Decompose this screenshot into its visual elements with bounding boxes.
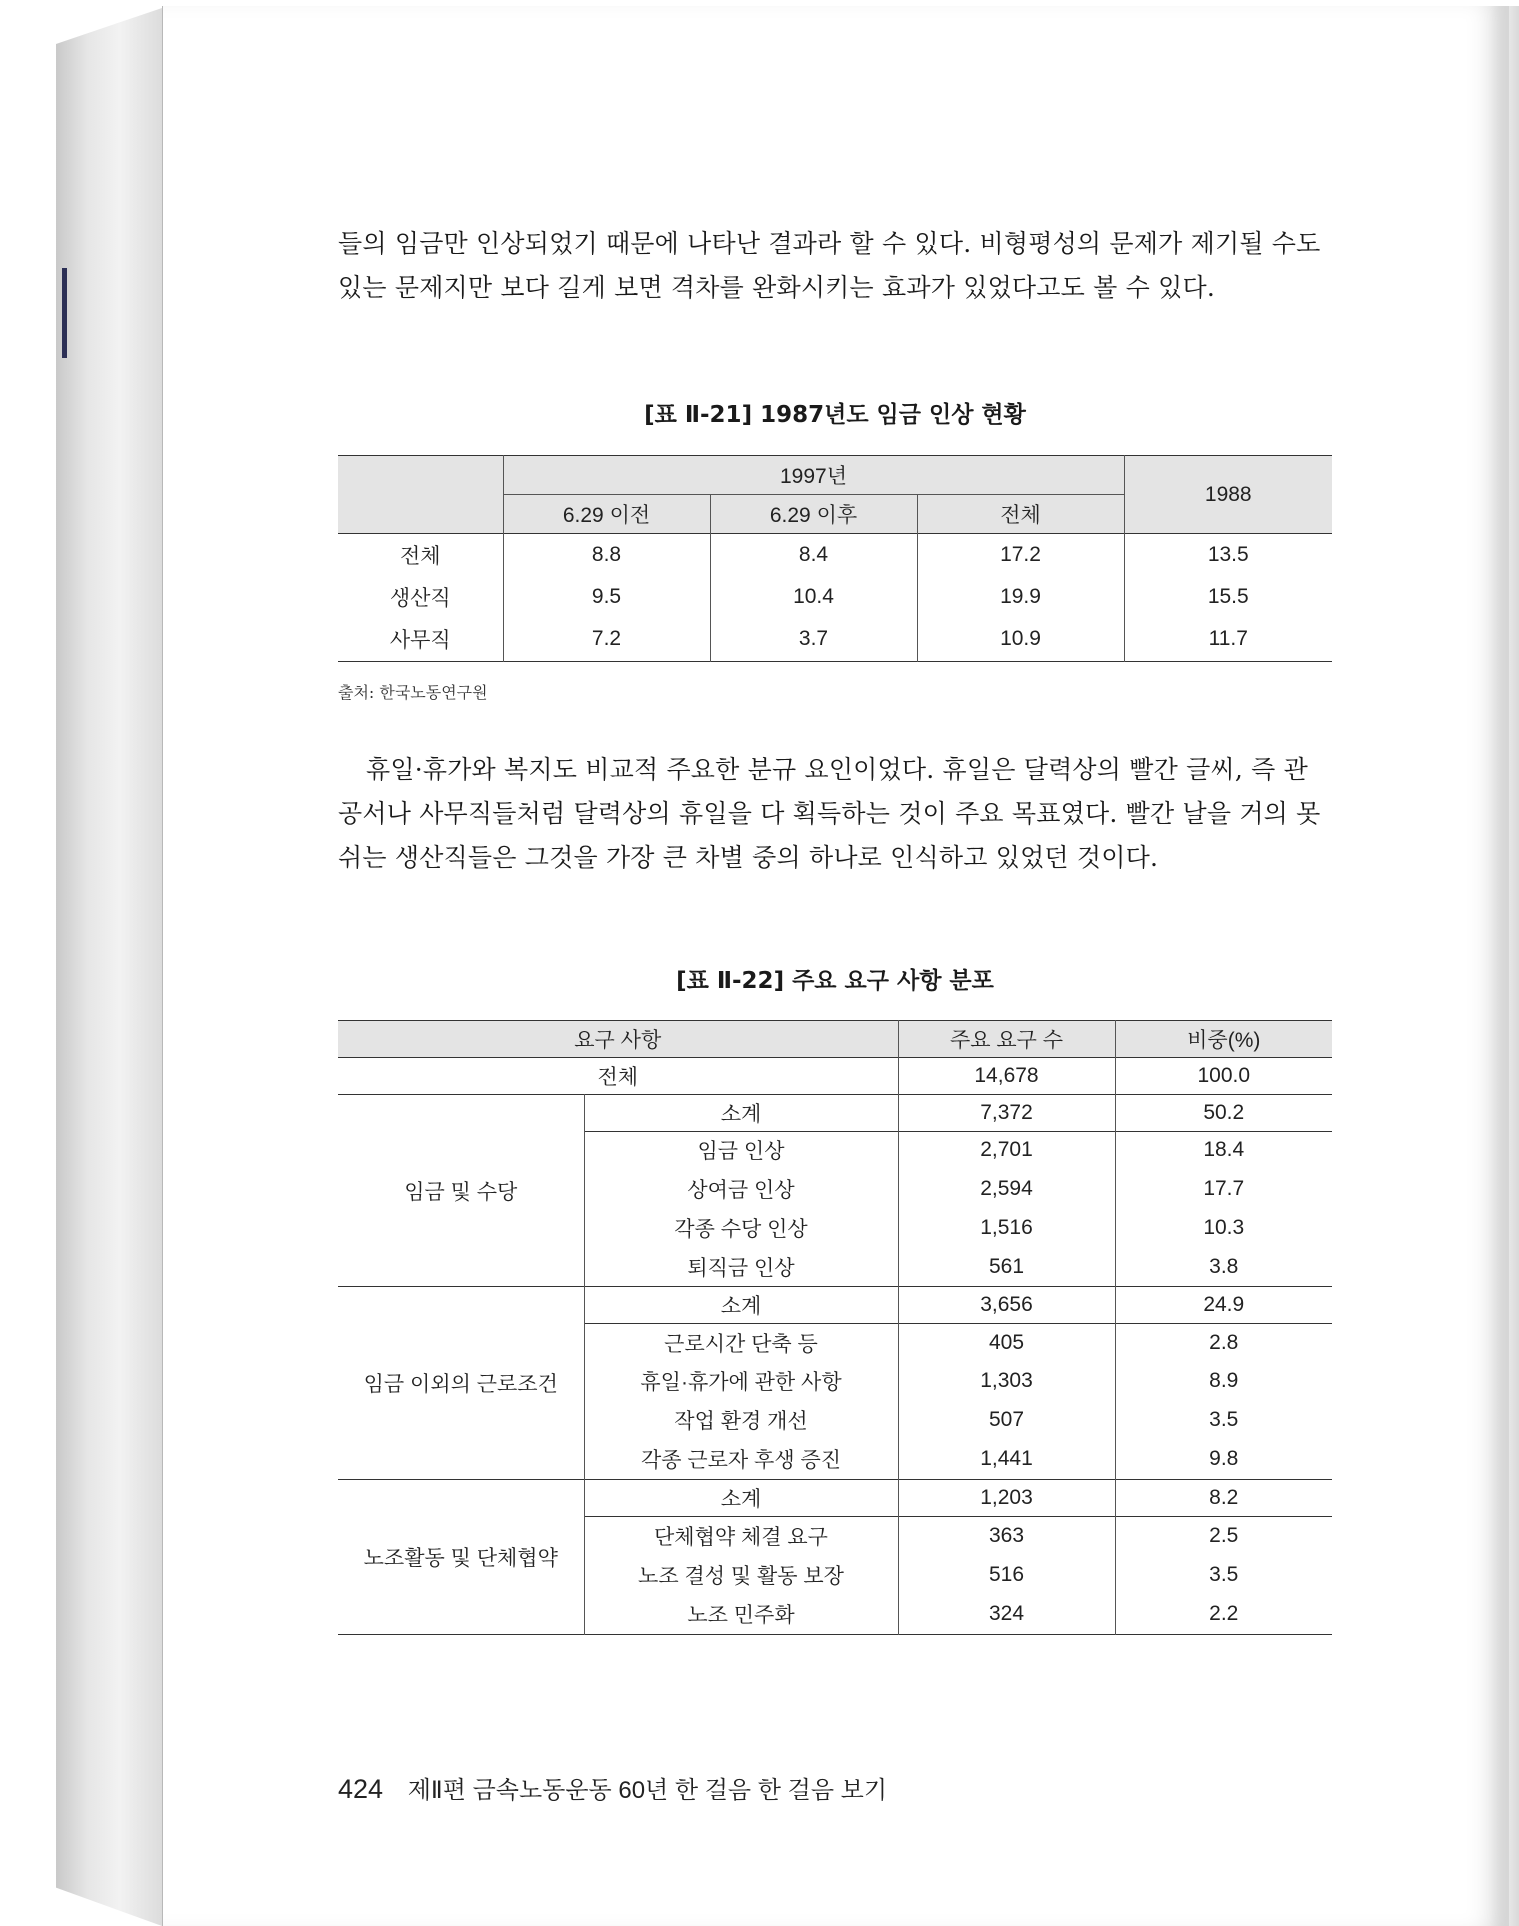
paragraph-1 bbox=[338, 222, 1332, 310]
group-label: 임금 및 수당 bbox=[338, 1095, 584, 1287]
table-cell: 1,203 bbox=[898, 1480, 1115, 1517]
table-cell: 7,372 bbox=[898, 1095, 1115, 1132]
table-cell: 8.8 bbox=[503, 534, 710, 577]
subtotal-row bbox=[338, 1287, 1332, 1324]
table-1-source: 출처: 한국노동연구원 bbox=[338, 683, 488, 702]
table-cell: 3.5 bbox=[1209, 1408, 1239, 1431]
table-cell: 2.2 bbox=[1209, 1602, 1239, 1626]
total-row bbox=[338, 1058, 1332, 1095]
running-title: 제Ⅱ편 금속노동운동 60년 한 걸음 한 걸음 보기 bbox=[407, 1777, 888, 1804]
table-cell: 507 bbox=[898, 1401, 1115, 1440]
table-cell: 7.2 bbox=[503, 618, 710, 662]
item-label: 소계 bbox=[584, 1480, 898, 1517]
column-group-header: 1997년 bbox=[503, 456, 1124, 495]
item-label: 퇴직금 인상 bbox=[584, 1248, 898, 1287]
table-cell: 10.4 bbox=[710, 577, 917, 618]
table-cell: 50.2 bbox=[1203, 1101, 1245, 1124]
table-cell: 11.7 bbox=[1208, 627, 1248, 651]
table-cell: 561 bbox=[898, 1248, 1115, 1287]
table-corner-cell bbox=[338, 456, 503, 534]
wage-increase-table bbox=[338, 455, 1332, 662]
paragraph-line: 휴일·휴가와 복지도 비교적 주요한 분규 요인이었다. 휴일은 달력상의 빨간 글씨, 즉 관 bbox=[366, 755, 1308, 784]
item-label: 각종 근로자 후생 증진 bbox=[584, 1440, 898, 1480]
item-label: 상여금 인상 bbox=[584, 1169, 898, 1209]
page-footer bbox=[338, 1770, 887, 1805]
paragraph-line: 들의 임금만 인상되었기 때문에 나타난 결과라 할 수 있다. 비형평성의 문제가 제기될 수도 bbox=[338, 229, 1321, 258]
column-header: 6.29 이전 bbox=[503, 495, 710, 534]
table-row bbox=[338, 534, 1332, 577]
table-1-title: [표 Ⅱ-21] 1987년도 임금 인상 현황 bbox=[644, 402, 1026, 428]
column-header: 전체 bbox=[917, 495, 1124, 534]
table-cell: 19.9 bbox=[917, 577, 1124, 618]
table-cell: 8.4 bbox=[710, 534, 917, 577]
table-cell: 9.8 bbox=[1209, 1447, 1239, 1471]
page-number: 424 bbox=[338, 1774, 384, 1804]
group-label: 임금 이외의 근로조건 bbox=[338, 1287, 584, 1480]
table-cell: 324 bbox=[898, 1595, 1115, 1635]
item-label: 각종 수당 인상 bbox=[584, 1209, 898, 1248]
table-cell: 13.5 bbox=[1207, 543, 1249, 567]
row-label: 전체 bbox=[338, 1058, 898, 1095]
item-label: 임금 인상 bbox=[584, 1132, 898, 1169]
table-cell: 15.5 bbox=[1207, 585, 1249, 608]
column-header: 비중(%) bbox=[1115, 1021, 1332, 1058]
table-cell: 2.5 bbox=[1209, 1523, 1239, 1547]
column-header: 요구 사항 bbox=[338, 1021, 898, 1058]
table-cell: 2,701 bbox=[898, 1132, 1115, 1169]
table-cell: 516 bbox=[898, 1555, 1115, 1595]
item-label: 근로시간 단축 등 bbox=[584, 1324, 898, 1362]
table-cell: 3.5 bbox=[1209, 1562, 1239, 1586]
table-2-title: [표 Ⅱ-22] 주요 요구 사항 분포 bbox=[676, 968, 994, 994]
subtotal-row bbox=[338, 1095, 1332, 1132]
table-cell: 1,516 bbox=[898, 1209, 1115, 1248]
table-cell: 14,678 bbox=[898, 1058, 1115, 1095]
subtotal-row bbox=[338, 1480, 1332, 1517]
table-row bbox=[338, 618, 1332, 662]
row-label: 사무직 bbox=[338, 618, 503, 662]
table-cell: 24.9 bbox=[1203, 1293, 1245, 1316]
column-header: 주요 요구 수 bbox=[898, 1021, 1115, 1058]
table-cell: 3,656 bbox=[898, 1287, 1115, 1324]
table-cell: 3.8 bbox=[1209, 1254, 1239, 1278]
group-label: 노조활동 및 단체협약 bbox=[338, 1480, 584, 1635]
column-header: 1988 bbox=[1124, 456, 1332, 534]
table-cell: 10.9 bbox=[917, 618, 1124, 662]
table-cell: 1,441 bbox=[898, 1440, 1115, 1480]
item-label: 노조 결성 및 활동 보장 bbox=[584, 1555, 898, 1595]
table-row bbox=[338, 577, 1332, 618]
table-cell: 3.7 bbox=[710, 618, 917, 662]
paragraph-line: 쉬는 생산직들은 그것을 가장 큰 차별 중의 하나로 인식하고 있었던 것이다. bbox=[338, 843, 1159, 872]
paragraph-line: 공서나 사무직들처럼 달력상의 휴일을 다 획득하는 것이 주요 목표였다. 빨간 날을 거의 못 bbox=[338, 799, 1321, 828]
item-label: 소계 bbox=[584, 1287, 898, 1324]
table-cell: 2,594 bbox=[898, 1169, 1115, 1209]
table-cell: 1,303 bbox=[898, 1362, 1115, 1401]
table-cell: 363 bbox=[898, 1517, 1115, 1555]
item-label: 단체협약 체결 요구 bbox=[584, 1517, 898, 1555]
table-cell: 8.2 bbox=[1209, 1486, 1239, 1509]
column-header: 6.29 이후 bbox=[710, 495, 917, 534]
row-label: 전체 bbox=[338, 534, 503, 577]
table-cell: 9.5 bbox=[503, 577, 710, 618]
table-cell: 17.7 bbox=[1203, 1176, 1245, 1200]
table-cell: 2.8 bbox=[1209, 1330, 1239, 1354]
item-label: 휴일·휴가에 관한 사항 bbox=[584, 1362, 898, 1401]
table-cell: 10.3 bbox=[1203, 1216, 1245, 1239]
demand-distribution-table bbox=[338, 1020, 1332, 1635]
paragraph-2 bbox=[338, 748, 1332, 880]
table-cell: 405 bbox=[898, 1324, 1115, 1362]
item-label: 소계 bbox=[584, 1095, 898, 1132]
table-cell: 8.9 bbox=[1209, 1369, 1239, 1392]
paragraph-line: 있는 문제지만 보다 길게 보면 격차를 완화시키는 효과가 있었다고도 볼 수 있다. bbox=[338, 273, 1215, 302]
table-cell: 17.2 bbox=[917, 534, 1124, 577]
table-cell: 18.4 bbox=[1203, 1138, 1245, 1162]
item-label: 작업 환경 개선 bbox=[584, 1401, 898, 1440]
page-fold-shadow bbox=[1491, 6, 1519, 1926]
item-label: 노조 민주화 bbox=[584, 1595, 898, 1635]
row-label: 생산직 bbox=[338, 577, 503, 618]
table-cell: 100.0 bbox=[1197, 1064, 1251, 1087]
book-page-edges bbox=[56, 8, 162, 1926]
